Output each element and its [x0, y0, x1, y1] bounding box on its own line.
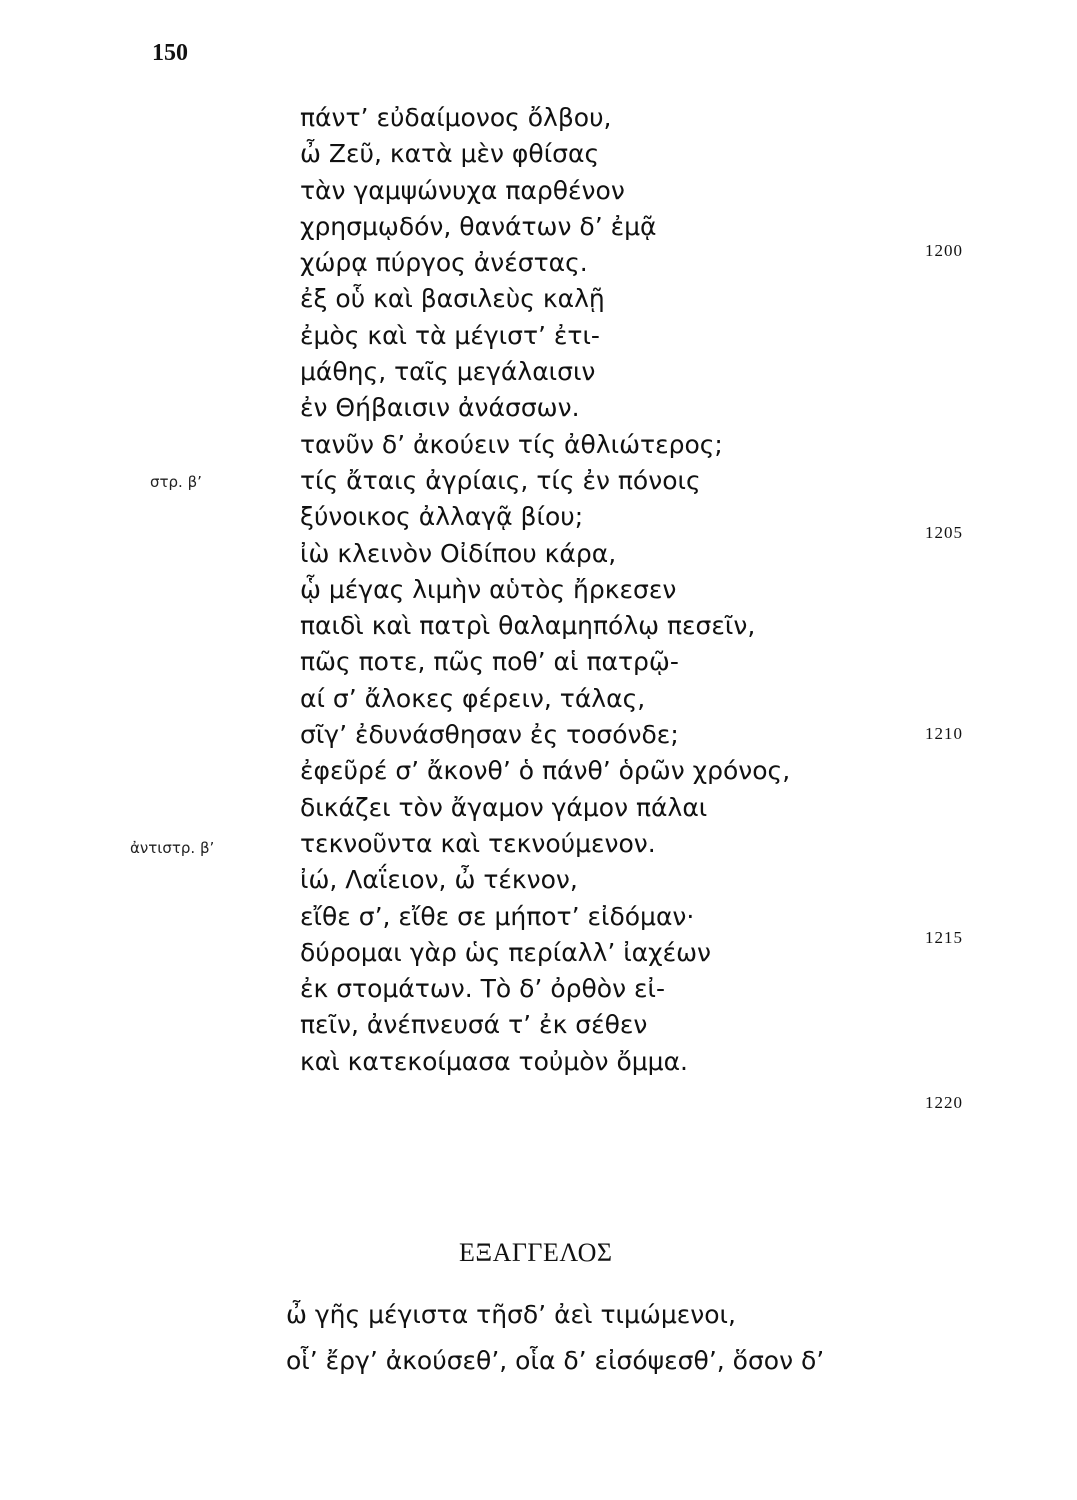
antistrophe-marker: ἀντιστρ. β’	[130, 839, 215, 857]
verse-line: ἐξ οὗ καὶ βασιλεὺς καλῇ	[300, 284, 605, 314]
line-number: 1205	[925, 523, 963, 542]
verse-line: ἐμὸς καὶ τὰ μέγιστ’ ἐτι-	[300, 320, 600, 350]
verse-line: δύρομαι γὰρ ὡς περίαλλ’ ἰαχέων	[300, 937, 712, 967]
verse-line: ᾧ μέγας λιμὴν αὑτὸς ἤρκεσεν	[300, 574, 677, 604]
verse-line: ὦ Ζεῦ, κατὰ μὲν φθίσας	[300, 139, 600, 169]
verse-line: ἐκ στομάτων. Τὸ δ’ ὀρθὸν εἰ-	[300, 974, 665, 1004]
verse-line: τίς ἄταις ἀγρίαις, τίς ἐν πόνοις	[300, 465, 701, 495]
verse-line: ξύνοικος ἀλλαγᾷ βίου;	[300, 502, 584, 532]
verse-line: μάθης, ταῖς μεγάλαισιν	[300, 357, 596, 387]
verse-line: χρησμῳδόν, θανάτων δ’ ἐμᾷ	[300, 211, 657, 241]
line-number: 1215	[925, 928, 963, 947]
line-number: 1200	[925, 241, 963, 260]
speaker-name: ΕΞΑΓΓΕΛΟΣ	[459, 1238, 613, 1267]
strophe-marker: στρ. β’	[150, 473, 202, 491]
line-number: 1220	[925, 1093, 963, 1112]
verse-line: ἐφεῦρέ σ’ ἄκονθ’ ὁ πάνθ’ ὁρῶν χρόνος,	[300, 756, 791, 786]
line-number: 1210	[925, 724, 963, 743]
verse-line: δικάζει τὸν ἄγαμον γάμον πάλαι	[300, 792, 708, 822]
verse-line: τανῦν δ’ ἀκούειν τίς ἀθλιώτερος;	[300, 429, 723, 459]
verse-line: καὶ κατεκοίμασα τοὐμὸν ὄμμα.	[300, 1046, 689, 1076]
verse-line: τεκνοῦντα καὶ τεκνούμενον.	[300, 828, 656, 858]
verse-line: πεῖν, ἀνέπνευσά τ’ ἐκ σέθεν	[300, 1010, 648, 1040]
verse-line: σῖγ’ ἐδυνάσθησαν ἐς τοσόνδε;	[300, 720, 679, 750]
verse-line: παιδὶ καὶ πατρὶ θαλαμηπόλῳ πεσεῖν,	[300, 611, 756, 641]
speech-block	[286, 1292, 824, 1384]
verse-line: ἰὼ κλεινὸν Οἰδίπου κάρα,	[300, 538, 617, 568]
page-number: 150	[152, 40, 188, 66]
verse-line: χώρᾳ πύργος ἀνέστας.	[300, 248, 588, 278]
verse-block	[300, 100, 790, 1080]
verse-line: αί σ’ ἄλοκες φέρειν, τάλας,	[300, 683, 646, 713]
verse-line: ἰώ, Λαΐειον, ὦ τέκνον,	[300, 865, 578, 895]
speech-line: ὦ γῆς μέγιστα τῆσδ’ ἀεὶ τιμώμενοι,	[286, 1300, 736, 1329]
verse-line: πάντ’ εὐδαίμονος ὄλβου,	[300, 103, 612, 132]
verse-line: τὰν γαμψώνυχα παρθένον	[300, 175, 625, 205]
speech-line: οἷ’ ἔργ’ ἀκούσεθ’, οἷα δ’ εἰσόψεσθ’, ὅσον δ’	[286, 1346, 825, 1375]
verse-line: ἐν Θήβαισιν ἀνάσσων.	[300, 393, 580, 423]
verse-line: εἴθε σ’, εἴθε σε μήποτ’ εἰδόμαν·	[300, 901, 695, 931]
verse-line: πῶς ποτε, πῶς ποθ’ αἱ πατρῷ-	[300, 647, 679, 677]
